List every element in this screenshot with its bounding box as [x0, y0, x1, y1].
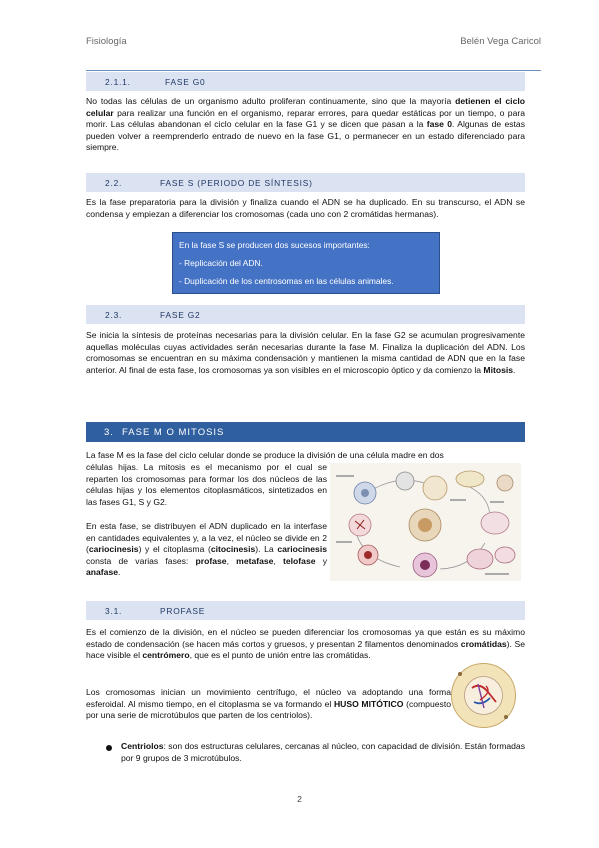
section-heading-profase	[86, 601, 525, 620]
text: consta de varias fases:	[86, 555, 196, 566]
text: En esta fase, se distribuyen el ADN duplicado en la interfase en cantidades equivalentes y, a la vez, el núcleo se divide en 2 (	[86, 521, 327, 555]
bold-text: cariocinesis	[88, 544, 139, 555]
info-box-line: - Duplicación de los centrosomas en las células animales.	[179, 276, 394, 286]
section-title: PROFASE	[160, 605, 206, 616]
chapter-title: FASE M O MITOSIS	[122, 426, 225, 438]
bold-text: HUSO MITÓTICO	[333, 698, 404, 709]
header-right: Belén Vega Caricol	[460, 36, 541, 47]
text: ). Se hace visible el	[86, 638, 525, 661]
paragraph-m1: células hijas. La mitosis es el mecanismo por el cual se reparten los cromosomas para formar los dos núcleos de las células hijas y los elementos citoplasmáticos, sintetizados en las fases G1, S y G2.	[86, 462, 327, 507]
paragraph-profase-2	[86, 687, 451, 722]
text: .	[513, 364, 516, 375]
section-heading-g0	[86, 72, 525, 91]
section-number: 3.1.	[105, 605, 123, 616]
paragraph-g2	[86, 330, 525, 376]
info-box-line: - Replicación del ADN.	[179, 258, 263, 268]
text: ). La	[255, 544, 278, 555]
header-divider	[86, 70, 541, 71]
page-number: 2	[297, 794, 302, 804]
text: ,	[273, 555, 284, 566]
text: .	[118, 567, 121, 578]
section-number: 2.1.1.	[105, 76, 131, 87]
text: y	[315, 555, 328, 566]
bold-text: centrómero	[142, 650, 190, 661]
text: ) y el citoplasma (	[138, 544, 211, 555]
section-heading-s	[86, 173, 525, 192]
section-number: 2.2.	[105, 177, 123, 188]
text: Es el comienzo de la división, en el núcleo se pueden diferenciar los cromosomas ya que están es su máximo estado de condensación (se hacen más cortos y gruesos, y presentan 2 filamentos denominados	[86, 627, 525, 649]
text: No todas las células de un organismo adulto proliferan continuamente, sino que la mayoría	[86, 96, 456, 106]
bold-text: cromátidas	[460, 638, 507, 649]
text: (compuesto por una serie de microtúbulos que parten de los centriolos).	[86, 698, 451, 721]
bold-text: Mitosis	[483, 364, 514, 375]
section-number: 2.3.	[105, 309, 123, 320]
text: Se inicia la síntesis de proteínas necesarias para la división celular. En la fase G2 se acumulan progresivamente aquellas moléculas cuyas actividades serán necesarias durante la fase M. Finaliza la duplicación del ADN. Los cromosomas se encuentran en su máxima condensación y mantienen la misma cantidad de ADN que en la fase anterior. Al final de esta fase, los cromosomas ya son visibles en el microscopio óptico y da comienzo la	[86, 330, 525, 375]
section-title: FASE S (PERIODO DE SÍNTESIS)	[160, 177, 313, 188]
bold-text: fase 0	[426, 119, 453, 130]
prophase-cell-figure	[450, 662, 517, 729]
bold-text: profase	[195, 555, 227, 566]
chapter-number: 3.	[104, 426, 114, 438]
paragraph-profase-1	[86, 627, 525, 662]
paragraph-m2	[86, 521, 327, 579]
paragraph-g0	[86, 96, 525, 154]
section-heading-g2	[86, 305, 525, 324]
bold-text: detienen el ciclo celular	[86, 96, 525, 118]
bold-text: Centriolos	[121, 741, 164, 751]
bold-text: telofase	[283, 555, 316, 566]
section-title: FASE G2	[160, 309, 201, 320]
paragraph-s: Es la fase preparatoria para la división y finaliza cuando el ADN se ha duplicado. En su transcurso, el ADN se condensa y empiezan a diferenciar los cromosomas (cada uno con 2 cromátidas hermanas).	[86, 197, 525, 219]
header-left: Fisiología	[86, 36, 127, 47]
prophase-cell-illustration	[450, 662, 517, 729]
text: Los cromosomas inician un movimiento centrífugo, el núcleo va adoptando una forma esferoidal. Al mismo tiempo, en el citoplasma se va formando el	[86, 687, 451, 709]
info-box-phase-s	[172, 232, 440, 294]
bullet-item-centriolos	[121, 741, 525, 764]
info-box-line: En la fase S se producen dos sucesos importantes:	[179, 240, 370, 250]
text: , que es el punto de unión entre las cromátidas.	[189, 650, 371, 661]
mitosis-cycle-figure	[330, 463, 521, 581]
bullet-marker	[106, 745, 112, 751]
text: para realizar una función en el organismo, reparar errores, para quedar estáticas por un tiempo, o para morir. Las células abandonan el ciclo celular en la fase G1 y se dicen que pasan a la	[86, 107, 525, 130]
mitosis-cycle-illustration	[330, 463, 521, 581]
bold-text: anafase	[86, 567, 119, 578]
bold-text: citocinesis	[210, 544, 256, 555]
chapter-heading-mitosis	[86, 422, 525, 442]
text: . Algunas de estas pueden volver a reemprenderlo entrado de nuevo en la fase G1, o permanecer en un estado diferenciado para siempre.	[86, 119, 525, 153]
bold-text: metafase	[236, 555, 274, 566]
section-title: FASE G0	[165, 76, 206, 87]
bold-text: cariocinesis	[277, 544, 327, 555]
text: ,	[226, 555, 237, 566]
paragraph-m-first-line: La fase M es la fase del ciclo celular donde se produce la división de una célula madre en dos	[86, 450, 444, 460]
text: : son dos estructuras celulares, cercanas al núcleo, con capacidad de división. Están formadas por 9 grupos de 3 microtúbulos.	[121, 741, 525, 763]
